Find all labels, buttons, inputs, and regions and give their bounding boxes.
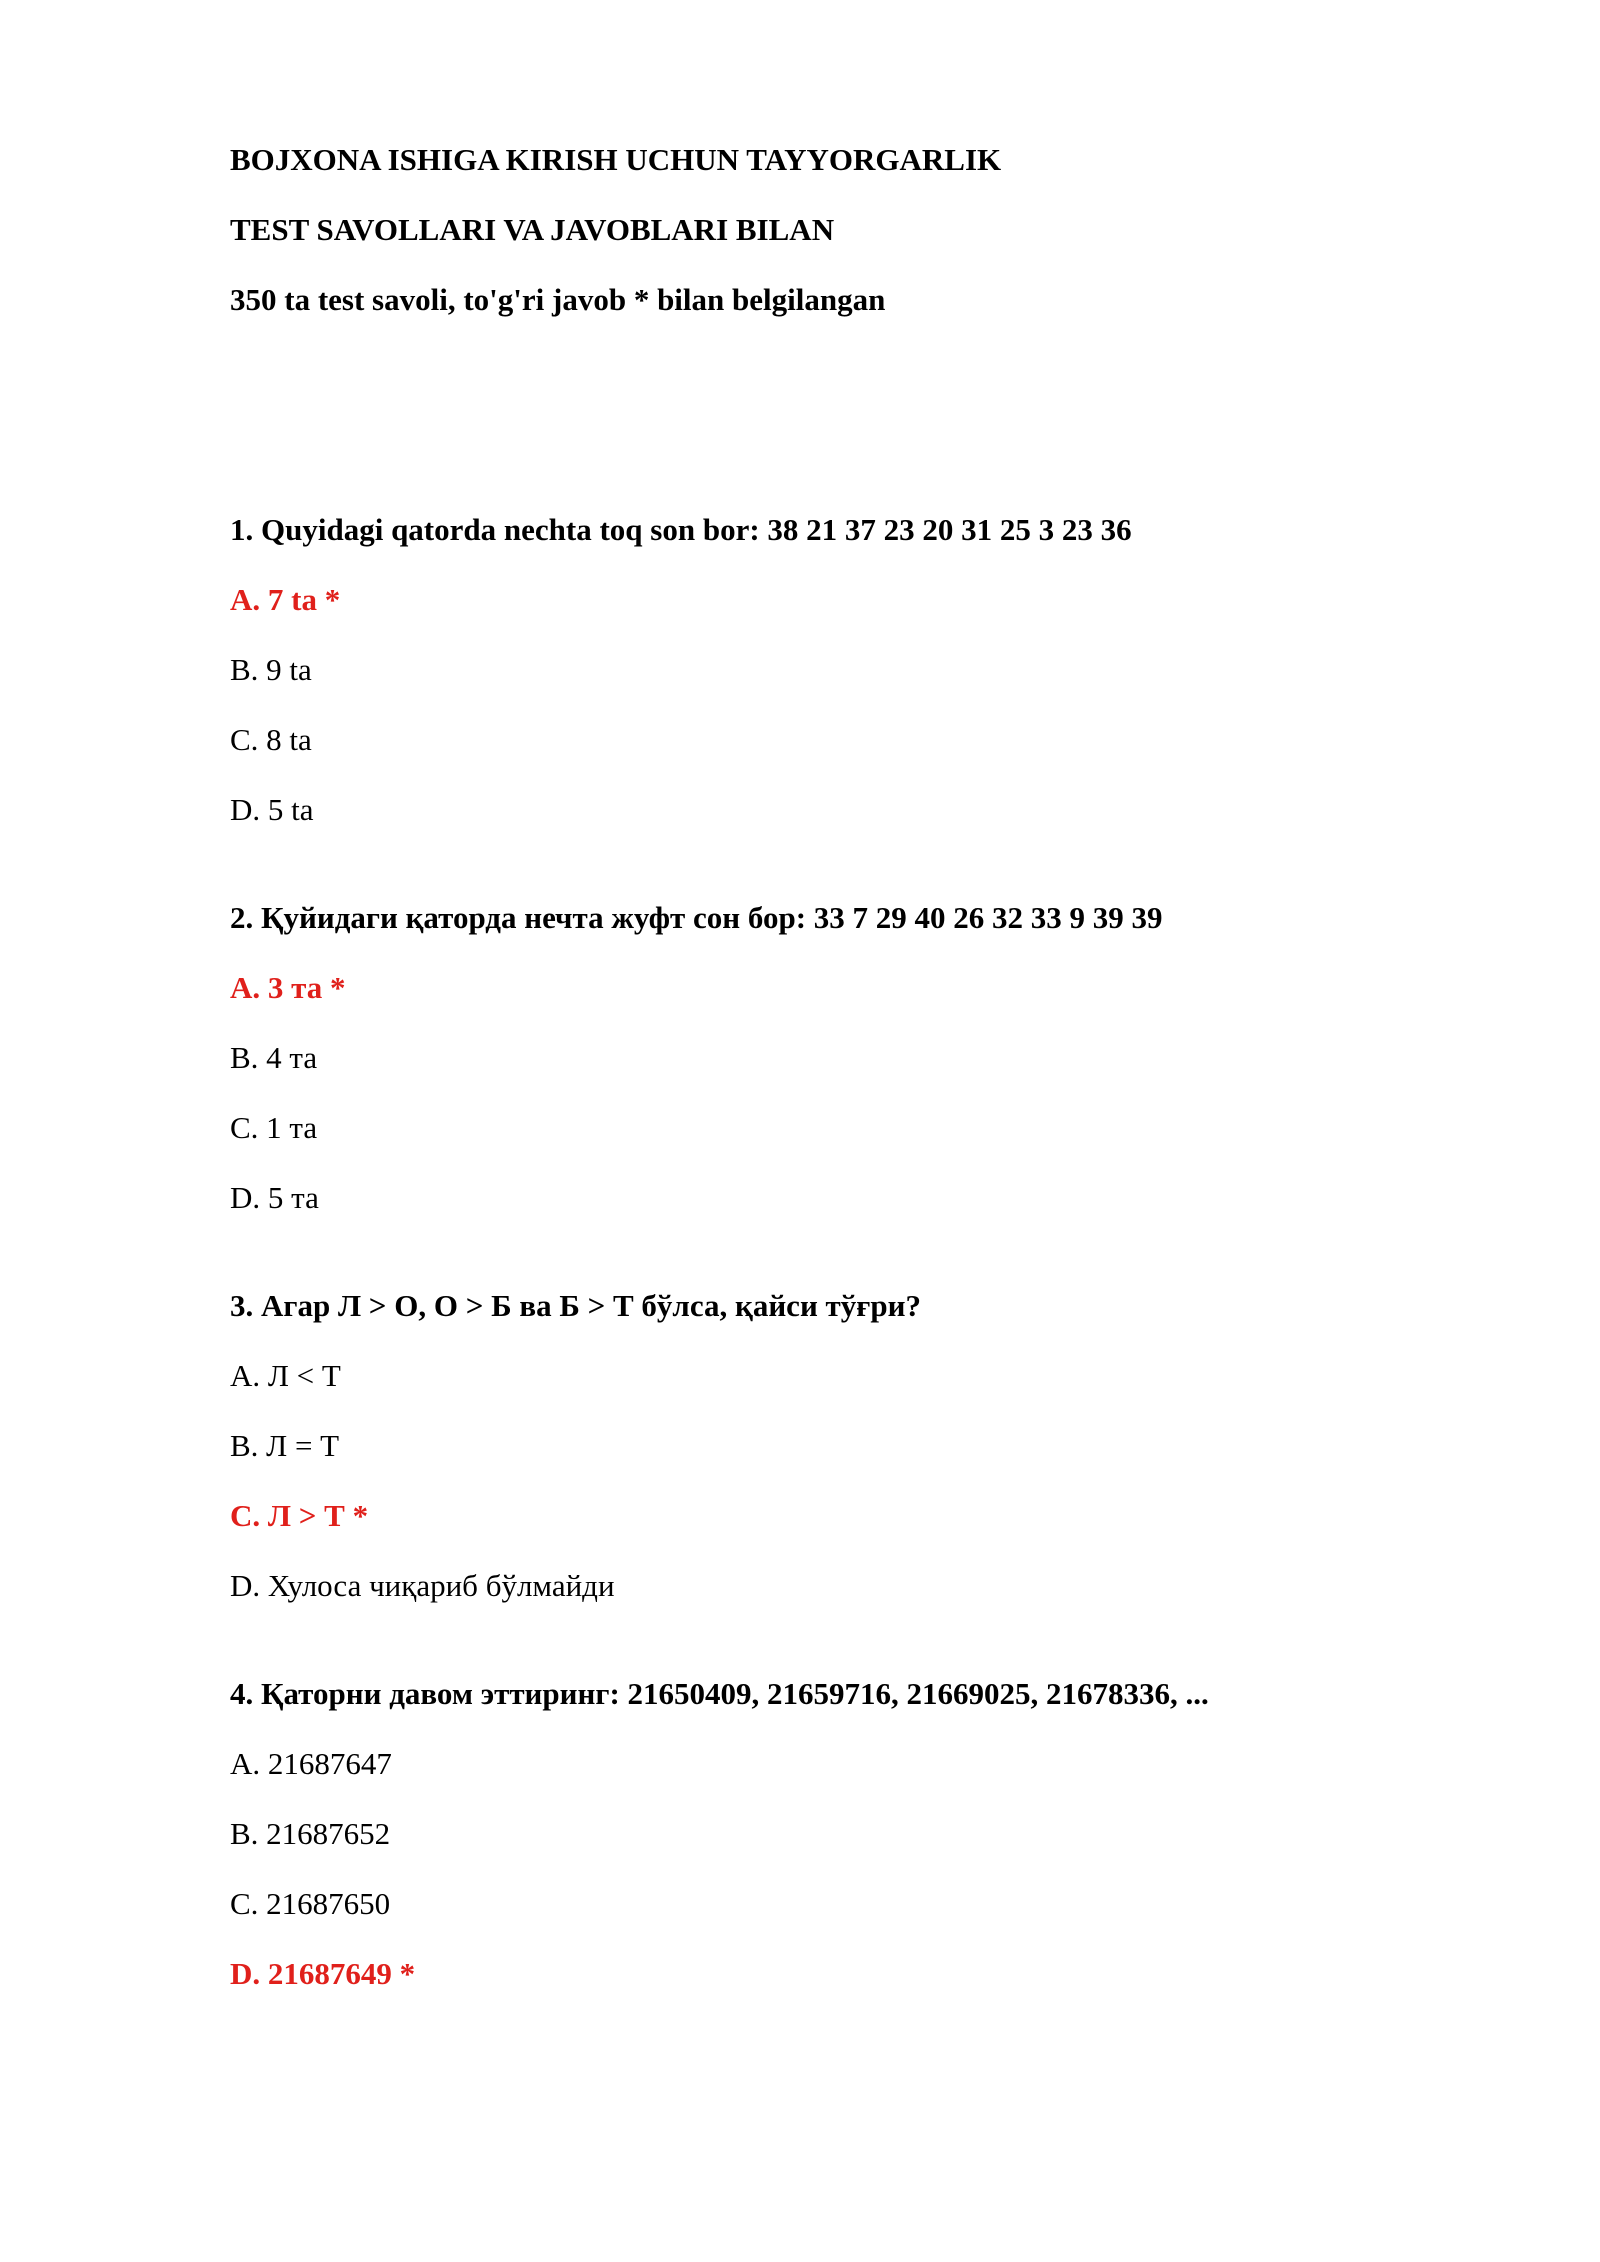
question-text: 1. Quyidagi qatorda nechta toq son bor: 38 21 37 23 20 31 25 3 23 36	[230, 512, 1132, 547]
answer-option: B. Л = Т	[230, 1428, 340, 1463]
answer-option: A. Л < Т	[230, 1358, 341, 1393]
correct-answer-option: A. 7 ta *	[230, 582, 341, 617]
answer-option: D. 5 ta	[230, 792, 314, 827]
question-text: 3. Агар Л > О, О > Б ва Б > Т бўлса, қайси тўғри?	[230, 1288, 921, 1323]
answer-option: B. 9 ta	[230, 652, 312, 687]
header-spacer	[230, 350, 1430, 510]
answer-option: C. 8 ta	[230, 722, 312, 757]
question-4	[230, 1674, 1430, 1994]
correct-answer-option: C. Л > Т *	[230, 1498, 369, 1533]
question-2	[230, 898, 1430, 1218]
answer-option: B. 21687652	[230, 1816, 391, 1851]
document-title: BOJXONA ISHIGA KIRISH UCHUN TAYYORGARLIK	[230, 142, 1002, 177]
answer-option: C. 21687650	[230, 1886, 391, 1921]
answer-option: C. 1 та	[230, 1110, 318, 1145]
question-text: 2. Қуйидаги қаторда нечта жуфт сон бор: 33 7 29 40 26 32 33 9 39 39	[230, 900, 1163, 935]
answer-option: B. 4 та	[230, 1040, 318, 1075]
correct-answer-option: A. 3 та *	[230, 970, 346, 1005]
correct-answer-option: D. 21687649 *	[230, 1956, 416, 1991]
document-page	[230, 140, 1430, 2062]
answer-option: A. 21687647	[230, 1746, 392, 1781]
question-text: 4. Қаторни давом эттиринг: 21650409, 21659716, 21669025, 21678336, ...	[230, 1676, 1209, 1711]
answer-option: D. 5 та	[230, 1180, 319, 1215]
answer-option: D. Хулоса чиқариб бўлмайди	[230, 1568, 615, 1603]
document-subtitle: TEST SAVOLLARI VA JAVOBLARI BILAN	[230, 212, 835, 247]
question-3	[230, 1286, 1430, 1606]
question-1	[230, 510, 1430, 830]
document-note: 350 ta test savoli, to'g'ri javob * bilan belgilangan	[230, 282, 886, 317]
